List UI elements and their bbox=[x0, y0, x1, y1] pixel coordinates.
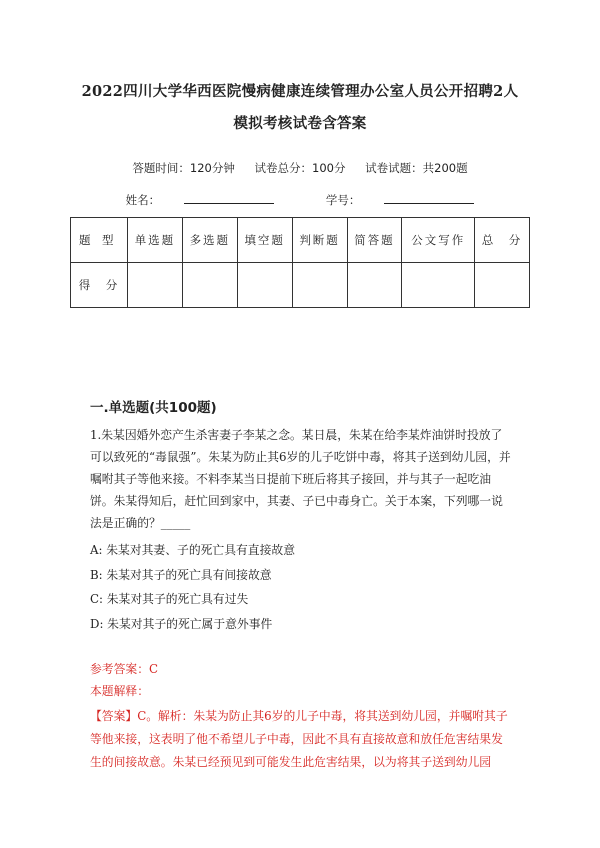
cell-score-label: 得 分 bbox=[71, 263, 128, 308]
answer-label: 参考答案：C bbox=[90, 662, 159, 676]
section-title: 一.单选题(共100题) bbox=[90, 400, 217, 416]
title-line-2: 模拟考核试卷含答案 bbox=[233, 115, 367, 132]
student-id-blank[interactable] bbox=[384, 193, 474, 204]
exam-time: 答题时间：120分钟 bbox=[132, 161, 235, 175]
cell-short-answer: 简答题 bbox=[347, 218, 402, 263]
cell-fill-blank: 填空题 bbox=[237, 218, 292, 263]
score-table-score-row bbox=[71, 263, 530, 308]
cell-score-empty[interactable] bbox=[128, 263, 183, 308]
title-line-1: 2022四川大学华西医院慢病健康连续管理办公室人员公开招聘2人 bbox=[81, 83, 519, 100]
exam-total: 试卷总分：100分 bbox=[254, 161, 346, 175]
cell-score-empty[interactable] bbox=[347, 263, 402, 308]
cell-score-empty[interactable] bbox=[402, 263, 475, 308]
exam-meta bbox=[0, 160, 600, 176]
cell-score-empty[interactable] bbox=[182, 263, 237, 308]
cell-question-type-label: 题 型 bbox=[79, 233, 114, 247]
student-id-label: 学号： bbox=[325, 193, 361, 207]
cell-true-false: 判断题 bbox=[292, 218, 347, 263]
option-c: C: 朱某对其子的死亡具有过失 bbox=[90, 592, 249, 606]
cell-score-empty[interactable] bbox=[237, 263, 292, 308]
cell-official-writing: 公文写作 bbox=[402, 218, 475, 263]
name-row bbox=[0, 192, 600, 208]
explanation-text: 【答案】C。解析：朱某为防止其6岁的儿子中毒，将其送到幼儿园，并嘱咐其子等他来接，这表明了他不希望儿子中毒，因此不具有直接故意和放任危害结果发生的间接故意。朱某已经预见到可能发生此危害结果，以为将其子送到幼儿园 bbox=[90, 709, 508, 769]
cell-total: 总 分 bbox=[475, 218, 530, 263]
score-table-header-row bbox=[71, 218, 530, 263]
cell-question-type bbox=[71, 218, 128, 263]
cell-score-empty[interactable] bbox=[292, 263, 347, 308]
cell-single-choice: 单选题 bbox=[128, 218, 183, 263]
answer-block bbox=[90, 658, 158, 702]
option-d: D: 朱某对其子的死亡属于意外事件 bbox=[90, 616, 273, 631]
option-a: A: 朱某对其妻、子的死亡具有直接故意 bbox=[90, 543, 295, 557]
question-text: 1.朱某因婚外恋产生杀害妻子李某之念。某日晨，朱某在给李某炸油饼时投放了可以致死的“毒鼠强”。朱某为防止其6岁的儿子吃饼中毒，将其子送到幼儿园，并嘱咐其子等他来接。不料李某当日提前下班后将其子接回，并与其子一起吃油饼。朱某得知后，赶忙回到家中，其妻、子已中毒身亡。关于本案，下列哪一说法是正确的？_____ bbox=[90, 428, 511, 530]
cell-multi-choice: 多选题 bbox=[182, 218, 237, 263]
options-list bbox=[90, 538, 295, 636]
cell-score-empty[interactable] bbox=[475, 263, 530, 308]
option-b: B: 朱某对其子的死亡具有间接故意 bbox=[90, 567, 272, 582]
name-label: 姓名： bbox=[125, 193, 161, 207]
name-blank[interactable] bbox=[184, 193, 274, 204]
explain-label: 本题解释： bbox=[90, 684, 149, 698]
exam-count: 试卷试题：共200题 bbox=[365, 161, 468, 175]
score-table bbox=[70, 217, 530, 308]
